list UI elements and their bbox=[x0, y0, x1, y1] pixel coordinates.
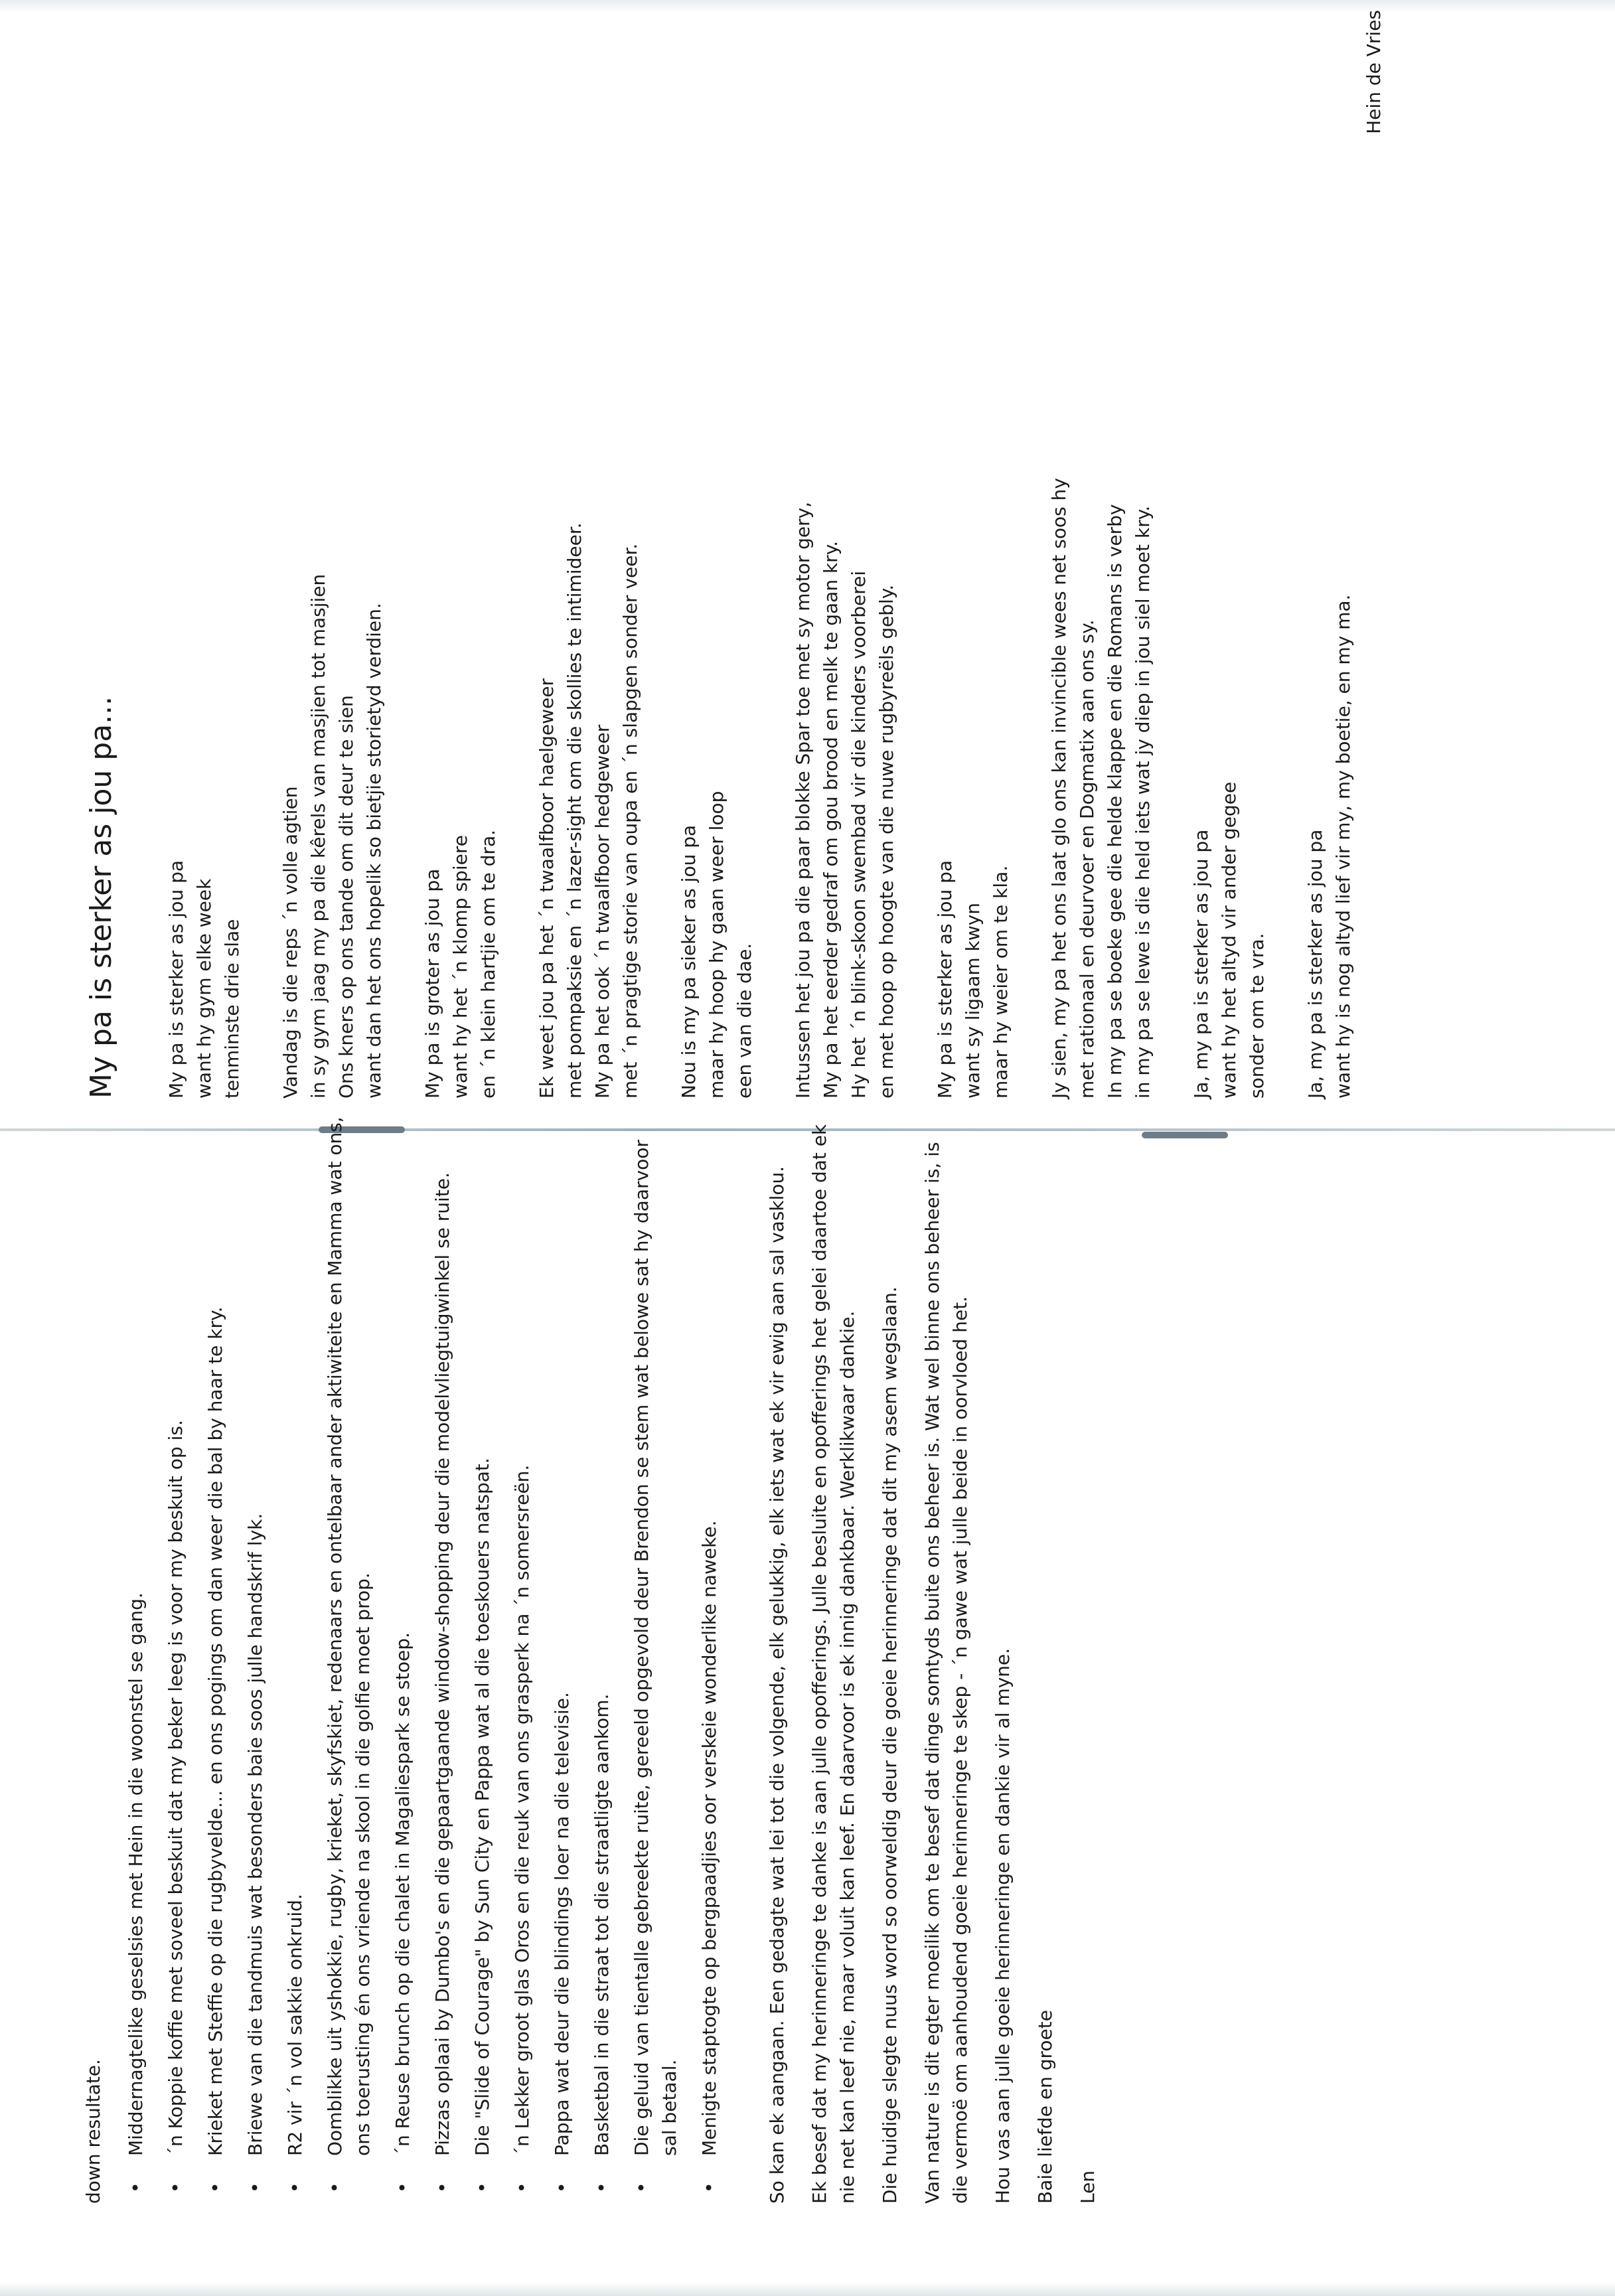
poem-line: Vandag is die reps ´n volle agtien bbox=[279, 786, 301, 1099]
poem-line: tenminste drie slae bbox=[221, 919, 243, 1099]
poem-stanza bbox=[1302, 10, 1357, 1099]
poem-stanza bbox=[1188, 10, 1271, 1099]
poem-line: en ´n klein hartjie om te dra. bbox=[477, 829, 499, 1099]
list-item: • Pizzas oplaai by Dumbo's en die gepaartgaande window-shopping deur die modelvliegtuigwinkel se ruite. bbox=[429, 1115, 457, 2204]
poem-line: In my pa se boeke gee die helde klappe en die Romans is verby bbox=[1104, 504, 1126, 1099]
letter-paragraph: Hou vas aan julle goeie herinneringe en dankie vir al myne. bbox=[992, 1647, 1014, 2204]
poem-line: sonder om te vra. bbox=[1246, 933, 1268, 1099]
list-item: • Pappa wat deur die blindings loer na die televisie. bbox=[548, 1115, 576, 2204]
poem-line: want dan het ons hopelik so bietjie storietyd verdien. bbox=[363, 603, 385, 1099]
list-item: • Briewe van die tandmuis wat besonders baie soos julle handskrif lyk. bbox=[242, 1115, 269, 2204]
letter-paragraph: So kan ek aangaan. Een gedagte wat lei tot die volgende, elk gelukkig, elk iets wat ek vir ewig aan sal vasklou. bbox=[766, 1166, 788, 2204]
list-item: • ´n Reuse brunch op die chalet in Magaliespark se stoep. bbox=[389, 1115, 417, 2204]
poem-line: want hy gym elke week bbox=[193, 878, 215, 1099]
letter-paragraph: Die huidige slegte nuus word so oorweldig deur die goeie herinneringe dat dit my asem wegslaan. bbox=[879, 1286, 901, 2204]
letter-lead: down resultate. bbox=[82, 2059, 104, 2204]
poem-line: Ja, my pa is sterker as jou pa bbox=[1304, 829, 1326, 1099]
list-item: • Krieket met Steffie op die rugbyvelde... en ons pogings om dan weer die bal by haar te kry. bbox=[202, 1115, 230, 2204]
list-item: • Middernagtelike geselsies met Hein in die woonstel se gang. bbox=[122, 1115, 150, 2204]
list-item: • Basketbal in die straat tot die straatligte aankom. bbox=[588, 1115, 616, 2204]
poem-line: maar hy weier om te kla. bbox=[990, 865, 1012, 1099]
list-item: • Die geluid van tientalle gebreekte ruite, gereeld opgevold deur Brendon se stem wat belowe sat hy daarvoor sal betaal. bbox=[628, 1115, 684, 2204]
letter-paragraph: Ek besef dat my herinneringe te danke is aan julle opofferings. Julle besluite en opofferings het gelei daartoe dat ek nie net kan leef nie, maar voluit kan leef. En daarvoor is ek innig dankbaar. Werklikwaar dankie. bbox=[808, 1124, 858, 2204]
poem-line: Ja, my pa is sterker as jou pa bbox=[1190, 829, 1212, 1099]
poem-line: want hy het ´n klomp spiere bbox=[449, 835, 471, 1099]
poem-line: Ons kners op ons tande om dit deur te sien bbox=[335, 695, 357, 1099]
poem-stanza bbox=[675, 10, 759, 1099]
poem-stanza bbox=[789, 10, 901, 1099]
list-item: • R2 vir ´n vol sakkie onkruid. bbox=[281, 1115, 309, 2204]
poem-stanza bbox=[277, 10, 388, 1099]
poem-line: een van die dae. bbox=[733, 943, 755, 1099]
poem-stanza bbox=[931, 10, 1015, 1099]
poem-line: Intussen het jou pa die paar blokke Spar toe met sy motor gery, bbox=[792, 501, 814, 1099]
poem-line: in my pa se lewe is die held iets wat jy diep in jou siel moet kry. bbox=[1132, 505, 1154, 1099]
letter-closing: Baie liefde en groete bbox=[1034, 2010, 1056, 2204]
poem-author: Hein de Vries bbox=[1363, 10, 1385, 134]
poem-line: en met hoop op hoogte van die nuwe rugbyreëls gebly. bbox=[876, 584, 897, 1099]
poem-line: My pa het eerder gedraf om gou brood en melk te gaan kry. bbox=[820, 540, 842, 1099]
poem-line: met pompaksie en ´n lazer-sight om die skollies te intimideer. bbox=[564, 522, 585, 1099]
poem-stanza bbox=[419, 10, 502, 1099]
poem-stanza bbox=[163, 10, 246, 1099]
poem-line: My pa is groter as jou pa bbox=[422, 868, 443, 1099]
poem-line: want hy is nog altyd lief vir my, my boetie, en my ma. bbox=[1332, 594, 1354, 1099]
poem-stanza bbox=[533, 10, 645, 1099]
list-item: • ´n Koppie koffie met soveel beskuit dat my beker leeg is voor my beskuit op is. bbox=[162, 1115, 190, 2204]
list-item: • Die "Slide of Courage" by Sun City en Pappa wat al die toeskouers natspat. bbox=[469, 1115, 497, 2204]
poem-line: Ek weet jou pa het ´n twaalfboor haelgeweer bbox=[536, 678, 558, 1099]
poem-line: want hy het altyd vir ander gegee bbox=[1218, 781, 1240, 1099]
memories-list bbox=[122, 1115, 724, 2204]
poem-line: met ´n pragtige storie van oupa en ´n slapgen sonder veer. bbox=[619, 543, 641, 1099]
poem-line: in sy gym jaag my pa die kêrels van masjien tot masjien bbox=[307, 574, 329, 1099]
poem-line: My pa is sterker as jou pa bbox=[934, 860, 956, 1099]
poem-line: Jy sien, my pa het ons laat glo ons kan invincible wees net soos hy bbox=[1048, 478, 1070, 1099]
letter-section bbox=[80, 1115, 1116, 2204]
poem-line: My pa is sterker as jou pa bbox=[165, 860, 187, 1099]
poem-section bbox=[83, 10, 1388, 1099]
staple-bottom bbox=[1142, 1132, 1228, 1138]
poem-line: want sy ligaam kwyn bbox=[962, 903, 984, 1099]
list-item: • Menigte staptogte op bergpaadjies oor verskeie wonderlike naweke. bbox=[696, 1115, 724, 2204]
poem-line: My pa het ook ´n twaalfboor hedgeweer bbox=[591, 724, 613, 1099]
letter-signature: Len bbox=[1077, 2170, 1099, 2204]
poem-line: Nou is my pa sieker as jou pa bbox=[678, 824, 700, 1099]
poem-line: met rationaal en deurvoer en Dogmatix aan ons sy. bbox=[1076, 619, 1098, 1099]
poem-title: My pa is sterker as jou pa... bbox=[84, 696, 118, 1099]
poem-stanza bbox=[1045, 10, 1157, 1099]
poem-line: maar hy hoop hy gaan weer loop bbox=[706, 791, 728, 1099]
list-item: • Oomblikke uit yshokkie, rugby, krieket, skyfskiet, redenaars en ontelbaar ander aktiwiteite en Mamma wat ons, ons toerusting én ons vriende na skool in die golfie moet prop. bbox=[321, 1115, 377, 2204]
poem-line: Hy het ´n blink-skoon swembad vir die kinders voorberei bbox=[848, 570, 870, 1099]
list-item: • ´n Lekker groot glas Oros en die reuk van ons grasperk na ´n somersreën. bbox=[508, 1115, 536, 2204]
bottom-edge-shadow bbox=[0, 2283, 1615, 2296]
letter-paragraph: Van nature is dit egter moeilik om te besef dat dinge somtyds buite ons beheer is. Wat wel binne ons beheer is, is die vermoë om aanhoudend goeie herinneringe te skep - ´n gawe wat julle beide in oorvloed het. bbox=[921, 1142, 971, 2204]
